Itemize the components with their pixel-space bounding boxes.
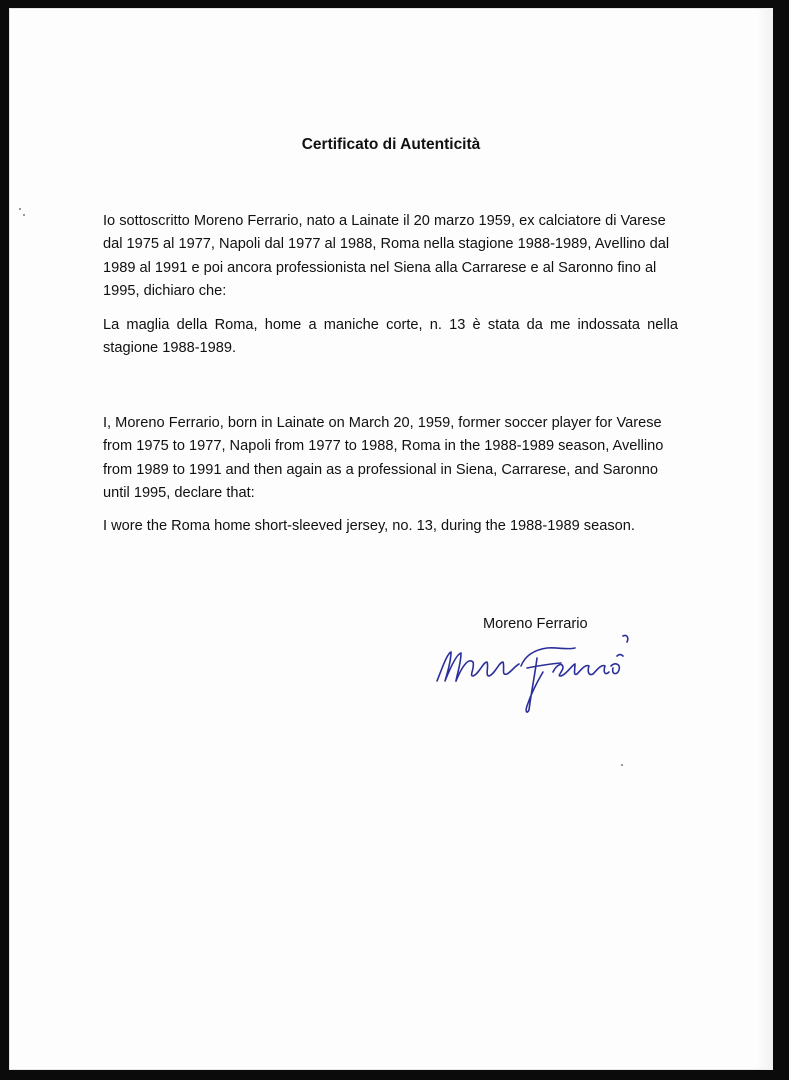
- italian-statement: Io sottoscritto Moreno Ferrario, nato a Lainate il 20 marzo 1959, ex calciatore di Varese dal 1975 al 1977, Napoli dal 1977 al 1988, Roma nella stagione 1988-1989, Avellino dal 1989 al 1991 e poi ancora professionista nel Siena alla Carrarese e al Saronno fino al 1995, dichiaro che:: [103, 213, 670, 300]
- paper-speck: [19, 208, 21, 210]
- paper-edge-shading: [757, 8, 773, 1070]
- document-page: [9, 8, 773, 1070]
- document-title: Certificato di Autenticità: [301, 136, 481, 153]
- paper-speck: [23, 214, 25, 216]
- signatory-name: Moreno Ferrario: [483, 616, 588, 632]
- paper-speck: [621, 764, 623, 766]
- english-declaration: I wore the Roma home short-sleeved jersey, no. 13, during the 1988-1989 season.: [103, 518, 635, 534]
- handwritten-signature: [429, 626, 649, 716]
- english-statement: I, Moreno Ferrario, born in Lainate on March 20, 1959, former soccer player for Varese from 1975 to 1977, Napoli from 1977 to 1988, Roma in the 1988-1989 season, Avellino from 1989 to 1991 and then again as a professional in Siena, Carrarese, and Saronno until 1995, declare that:: [103, 415, 664, 502]
- italian-declaration: La maglia della Roma, home a maniche corte, n. 13 è stata da me indossata nella stagione 1988-1989.: [103, 317, 678, 357]
